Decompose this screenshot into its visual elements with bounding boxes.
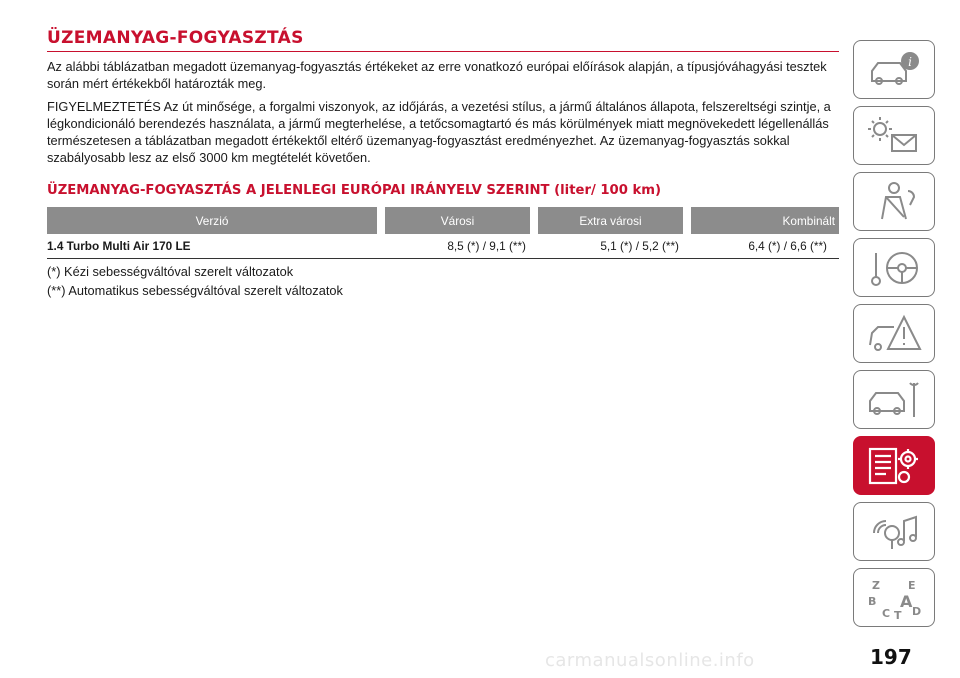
index-letter-c: C bbox=[882, 606, 891, 620]
dashboard-lights-icon bbox=[864, 113, 924, 159]
safety-seatbelt-icon bbox=[864, 179, 924, 225]
watermark: carmanualsonline.info bbox=[545, 650, 755, 671]
index-letter-a: A bbox=[900, 591, 913, 611]
cell-urban: 8,5 (*) / 9,1 (**) bbox=[385, 234, 530, 259]
tab-multimedia[interactable] bbox=[853, 502, 935, 561]
tab-index[interactable] bbox=[853, 568, 935, 627]
header-urban: Városi bbox=[385, 207, 530, 234]
intro-paragraph: Az alábbi táblázatban megadott üzemanyag-fogyasztás értékeket az erre vonatkozó európai előírások alapján, a típusjóváhagyási tesztek során mért értékekből határozták meg. bbox=[47, 59, 827, 91]
index-letter-e: E bbox=[908, 578, 916, 592]
table-header-row bbox=[47, 207, 839, 234]
technical-data-icon bbox=[864, 443, 924, 489]
index-letter-d: D bbox=[912, 604, 922, 618]
header-version: Verzió bbox=[47, 207, 377, 234]
tab-maintenance[interactable] bbox=[853, 370, 935, 429]
table-row bbox=[47, 234, 839, 259]
header-combined: Kombinált bbox=[691, 207, 839, 234]
emergency-warning-icon bbox=[864, 311, 924, 357]
tab-starting-driving[interactable] bbox=[853, 238, 935, 297]
index-letter-b: B bbox=[868, 594, 877, 608]
tab-technical-data[interactable] bbox=[853, 436, 935, 495]
cell-extra-urban: 5,1 (*) / 5,2 (**) bbox=[538, 234, 683, 259]
note-manual: (*) Kézi sebességváltóval szerelt változatok bbox=[47, 264, 294, 279]
cell-combined: 6,4 (*) / 6,6 (**) bbox=[691, 234, 839, 259]
car-info-icon bbox=[864, 47, 924, 93]
tab-emergency[interactable] bbox=[853, 304, 935, 363]
cell-version: 1.4 Turbo Multi Air 170 LE bbox=[47, 234, 377, 259]
car-maintenance-icon bbox=[864, 377, 924, 423]
note-automatic: (**) Automatikus sebességváltóval szerelt változatok bbox=[47, 283, 343, 298]
multimedia-icon bbox=[864, 509, 924, 555]
fuel-consumption-table bbox=[47, 207, 839, 259]
key-steering-wheel-icon bbox=[864, 245, 924, 291]
section-title: ÜZEMANYAG-FOGYASZTÁS bbox=[47, 28, 839, 52]
main-content bbox=[47, 28, 839, 299]
alphabetical-index-icon bbox=[864, 575, 924, 621]
tab-dashboard-lights[interactable] bbox=[853, 106, 935, 165]
index-letter-t: T bbox=[894, 608, 902, 621]
warning-paragraph: FIGYELMEZTETÉS Az út minősége, a forgalmi viszonyok, az időjárás, a vezetési stílus, a jármű általános állapota, felszereltségi szintje, a légkondicionáló berendezés használata, a jármű megterhelése, a tetőcsomagtartó és más körülmények miatt megnövekedett légellenállás természetesen a táblázatban megadott értékektől eltérő üzemanyag-fogyasztást eredményezhet. Az üzemanyag-fogyasztás sokkal szabályosabb lesz az első 3000 km megtételét követően. bbox=[47, 99, 831, 165]
svg-text:i: i bbox=[908, 54, 912, 69]
tab-car-info[interactable] bbox=[853, 40, 935, 99]
table-title: ÜZEMANYAG-FOGYASZTÁS A JELENLEGI EURÓPAI IRÁNYELV SZERINT (liter/ 100 km) bbox=[47, 183, 662, 198]
header-extra-urban: Extra városi bbox=[538, 207, 683, 234]
index-letter-z: Z bbox=[872, 578, 880, 592]
page-number: 197 bbox=[870, 645, 912, 669]
tab-safety[interactable] bbox=[853, 172, 935, 231]
